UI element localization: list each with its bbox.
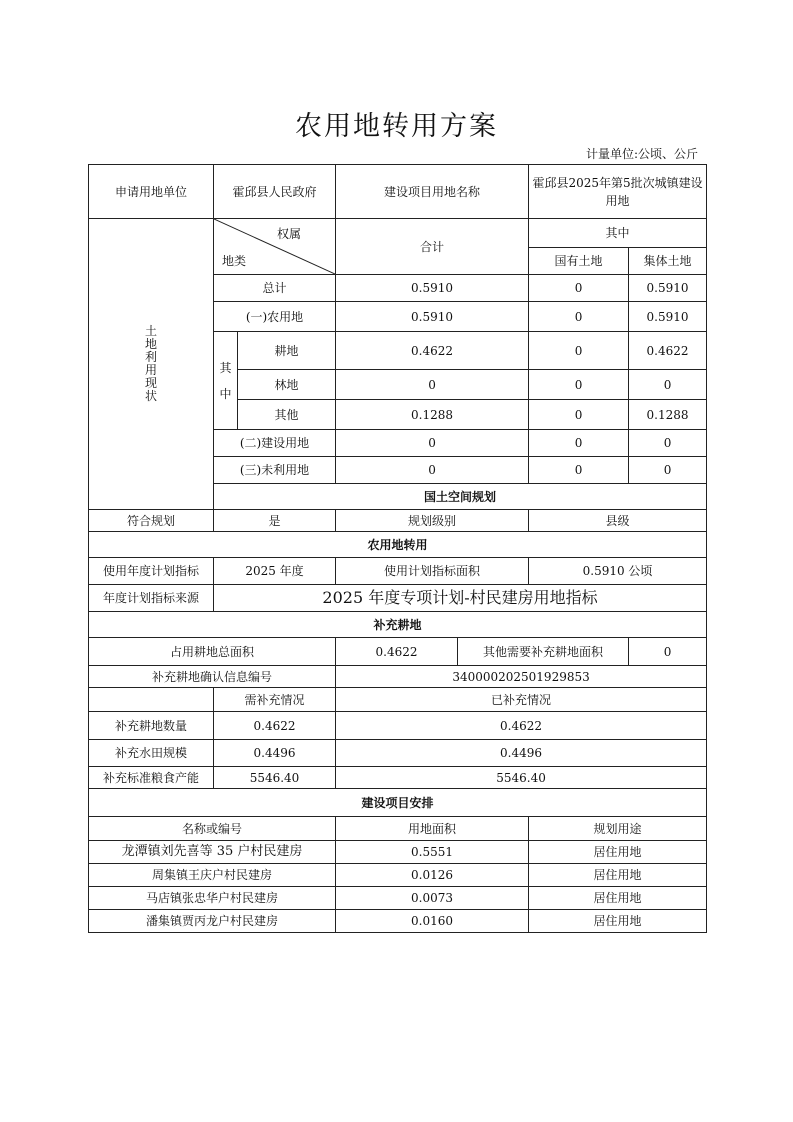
state-land-header: 国有土地 bbox=[529, 248, 629, 275]
confirm-number-label: 补充耕地确认信息编号 bbox=[89, 666, 336, 688]
project-row-use: 居住用地 bbox=[529, 841, 707, 864]
supplement-row-label: 补充标准粮食产能 bbox=[89, 767, 214, 789]
supplement-row-need: 5546.40 bbox=[214, 767, 336, 789]
row-other-collective: 0.1288 bbox=[629, 400, 707, 430]
conform-label: 符合规划 bbox=[89, 510, 214, 532]
row-unused-total: 0 bbox=[336, 457, 529, 484]
project-row-name: 马店镇张忠华户村民建房 bbox=[89, 887, 336, 910]
row-agri-state: 0 bbox=[529, 302, 629, 332]
diag-bottom-label: 地类 bbox=[222, 254, 247, 268]
project-area-header: 用地面积 bbox=[336, 817, 529, 841]
row-arable-total: 0.4622 bbox=[336, 332, 529, 370]
supplement-row-label: 补充水田规模 bbox=[89, 740, 214, 767]
need-header: 需补充情况 bbox=[214, 688, 336, 712]
other-supplement-value: 0 bbox=[629, 638, 707, 666]
conversion-plan-table bbox=[88, 164, 707, 933]
project-use-header: 规划用途 bbox=[529, 817, 707, 841]
project-row-name: 潘集镇贾丙龙户村民建房 bbox=[89, 910, 336, 933]
supplement-row-need: 0.4622 bbox=[214, 712, 336, 740]
supplement-row-done: 0.4622 bbox=[336, 712, 707, 740]
conform-value: 是 bbox=[214, 510, 336, 532]
row-forest-state: 0 bbox=[529, 370, 629, 400]
index-source-label: 年度计划指标来源 bbox=[89, 585, 214, 612]
unit-note: 计量单位:公顷、公斤 bbox=[585, 147, 698, 161]
project-row-area: 0.0160 bbox=[336, 910, 529, 933]
other-supplement-label: 其他需要补充耕地面积 bbox=[458, 638, 629, 666]
project-row-name: 龙潭镇刘先喜等 35 户村民建房 bbox=[89, 841, 336, 864]
index-source-value: 2025 年度专项计划-村民建房用地指标 bbox=[214, 585, 707, 612]
land-status-vertical-text: 土 地 利 用 现 状 bbox=[144, 324, 157, 403]
project-row-use: 居住用地 bbox=[529, 910, 707, 933]
diagonal-header-cell bbox=[214, 219, 336, 275]
row-agri-collective: 0.5910 bbox=[629, 302, 707, 332]
row-construction-name: (二)建设用地 bbox=[214, 430, 336, 457]
row-forest-collective: 0 bbox=[629, 370, 707, 400]
row-unused-state: 0 bbox=[529, 457, 629, 484]
row-agri-total: 0.5910 bbox=[336, 302, 529, 332]
project-value: 霍邱县2025年第5批次城镇建设用地 bbox=[529, 165, 707, 219]
section-supplement: 补充耕地 bbox=[89, 612, 707, 638]
index-area-value: 0.5910 公顷 bbox=[529, 558, 707, 585]
supplement-row-label: 补充耕地数量 bbox=[89, 712, 214, 740]
applicant-value: 霍邱县人民政府 bbox=[214, 165, 336, 219]
supplement-row-done: 5546.40 bbox=[336, 767, 707, 789]
row-construction-collective: 0 bbox=[629, 430, 707, 457]
applicant-label: 申请用地单位 bbox=[89, 165, 214, 219]
row-arable-collective: 0.4622 bbox=[629, 332, 707, 370]
plan-index-label: 使用年度计划指标 bbox=[89, 558, 214, 585]
done-header: 已补充情况 bbox=[336, 688, 707, 712]
row-other-name: 其他 bbox=[238, 400, 336, 430]
index-area-label: 使用计划指标面积 bbox=[336, 558, 529, 585]
row-arable-name: 耕地 bbox=[238, 332, 336, 370]
collective-land-header: 集体土地 bbox=[629, 248, 707, 275]
section-planning: 国土空间规划 bbox=[214, 484, 707, 510]
row-total-name: 总计 bbox=[214, 275, 336, 302]
sub-of-which-vertical-text: 其 中 bbox=[219, 360, 232, 401]
level-label: 规划级别 bbox=[336, 510, 529, 532]
row-arable-state: 0 bbox=[529, 332, 629, 370]
row-unused-name: (三)未利用地 bbox=[214, 457, 336, 484]
project-row-use: 居住用地 bbox=[529, 887, 707, 910]
total-header: 合计 bbox=[336, 219, 529, 275]
page-title: 农用地转用方案 bbox=[295, 111, 498, 142]
project-row-area: 0.0126 bbox=[336, 864, 529, 887]
project-name-header: 名称或编号 bbox=[89, 817, 336, 841]
sub-of-which-label bbox=[214, 332, 238, 430]
occupied-label: 占用耕地总面积 bbox=[89, 638, 336, 666]
row-total-total: 0.5910 bbox=[336, 275, 529, 302]
supplement-row-done: 0.4496 bbox=[336, 740, 707, 767]
row-construction-total: 0 bbox=[336, 430, 529, 457]
plan-index-value: 2025 年度 bbox=[214, 558, 336, 585]
confirm-number-value: 340000202501929853 bbox=[336, 666, 707, 688]
project-row-area: 0.0073 bbox=[336, 887, 529, 910]
level-value: 县级 bbox=[529, 510, 707, 532]
row-total-state: 0 bbox=[529, 275, 629, 302]
occupied-value: 0.4622 bbox=[336, 638, 458, 666]
supplement-row-need: 0.4496 bbox=[214, 740, 336, 767]
supplement-empty-cell bbox=[89, 688, 214, 712]
project-row-name: 周集镇王庆户村民建房 bbox=[89, 864, 336, 887]
project-label: 建设项目用地名称 bbox=[336, 165, 529, 219]
section-projects: 建设项目安排 bbox=[89, 789, 707, 817]
row-construction-state: 0 bbox=[529, 430, 629, 457]
section-conversion: 农用地转用 bbox=[89, 532, 707, 558]
row-forest-name: 林地 bbox=[238, 370, 336, 400]
row-total-collective: 0.5910 bbox=[629, 275, 707, 302]
row-unused-collective: 0 bbox=[629, 457, 707, 484]
of-which-header: 其中 bbox=[529, 219, 707, 248]
project-row-use: 居住用地 bbox=[529, 864, 707, 887]
row-other-state: 0 bbox=[529, 400, 629, 430]
row-agri-name: (一)农用地 bbox=[214, 302, 336, 332]
row-other-total: 0.1288 bbox=[336, 400, 529, 430]
project-row-area: 0.5551 bbox=[336, 841, 529, 864]
row-forest-total: 0 bbox=[336, 370, 529, 400]
land-status-label bbox=[89, 219, 214, 510]
diag-top-label: 权属 bbox=[277, 227, 302, 241]
